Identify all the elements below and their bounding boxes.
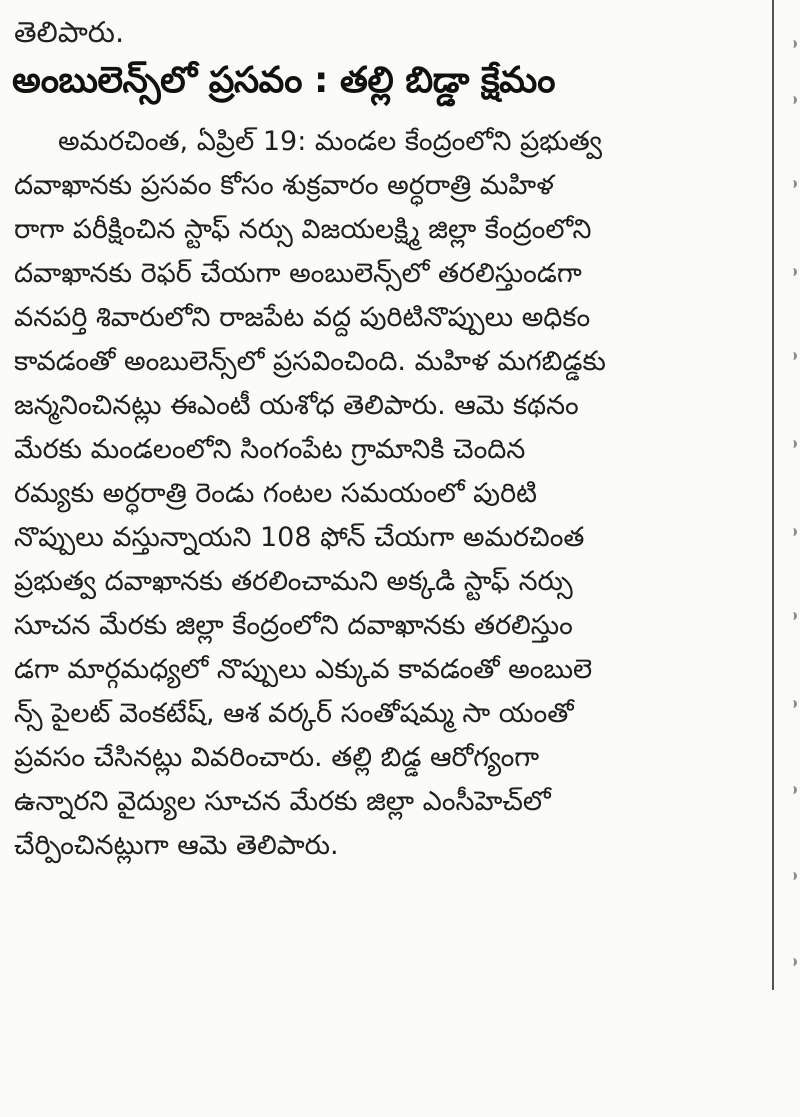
article-line: దవాఖానకు ప్రసవం కోసం శుక్రవారం అర్ధరాత్రి మహిళ [14, 170, 554, 201]
article-line: నొప్పులు వస్తున్నాయని 108 ఫోన్ చేయగా అమరచింత [14, 522, 585, 553]
previous-article-cut-line [0, 0, 760, 6]
article-body [14, 120, 750, 868]
article-line: మేరకు మండలంలోని సింగంపేట గ్రామానికి చెందిన [14, 434, 526, 465]
article-line: కావడంతో అంబులెన్స్‌లో ప్రసవించింది. మహిళ మగబిడ్డకు [14, 346, 606, 377]
article-line: ఉన్నారని వైద్యుల సూచన మేరకు జిల్లా ఎంసీహెచ్‌లో [14, 786, 551, 817]
article-line: చేర్పించినట్లుగా ఆమె తెలిపారు. [14, 830, 339, 861]
article-line: జన్మనించినట్లు ఈఎంటీ యశోధ తెలిపారు. ఆమె కథనం [14, 390, 579, 421]
article-headline: అంబులెన్స్‌లో ప్రసవం : తల్లి బిడ్డా క్షేమం [12, 60, 555, 101]
article-line: ప్రవసం చేసినట్లు వివరించారు. తల్లి బిడ్డ ఆరోగ్యంగా [14, 742, 540, 773]
article-line: అమరచింత, ఏప్రిల్ 19: మండల కేంద్రంలోని ప్రభుత్వ [58, 126, 603, 157]
article-line: ప్రభుత్వ దవాఖానకు తరలించామని అక్కడి స్టాఫ్ నర్సు [14, 566, 573, 597]
column-divider [772, 0, 774, 990]
article-line: వనపర్తి శివారులోని రాజపేట వద్ద పురిటినొప్పులు అధికం [14, 302, 591, 333]
adjacent-column-edge [786, 0, 800, 1117]
article-line: డగా మార్గమధ్యలో నొప్పులు ఎక్కువ కావడంతో అంబులె [14, 654, 593, 685]
article-line: న్స్ పైలట్ వెంకటేష్, ఆశ వర్కర్ సంతోషమ్మ సా యంతో [14, 698, 574, 729]
previous-article-trailing-line: తెలిపారు. [14, 15, 125, 49]
article-line: సూచన మేరకు జిల్లా కేంద్రంలోని దవాఖానకు తరలిస్తుం [14, 610, 573, 641]
article-line: రమ్యకు అర్ధరాత్రి రెండు గంటల సమయంలో పురిటి [14, 478, 537, 509]
article-line: దవాఖానకు రెఫర్ చేయగా అంబులెన్స్‌లో తరలిస్తుండగా [14, 258, 582, 289]
article-line: రాగా పరీక్షించిన స్టాఫ్ నర్సు విజయలక్ష్మి జిల్లా కేంద్రంలోని [14, 214, 592, 245]
